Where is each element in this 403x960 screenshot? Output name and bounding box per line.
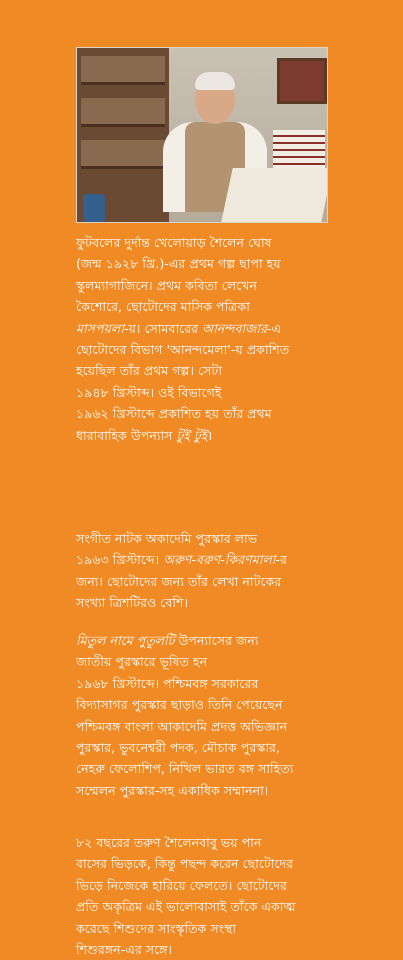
text-run: ফুটবলের দুর্দান্ত খেলোয়াড় শৈলেন ঘোষ — [76, 235, 272, 250]
text-run: কৈশোরে, ছোটোদের মাসিক পত্রিকা — [76, 299, 250, 315]
italic-title: আনন্দবাজার — [202, 320, 267, 336]
text-run: ১৯৬২ খ্রিস্টাব্দে প্রকাশিত হয় তাঁর প্রথম — [76, 406, 272, 422]
text-run: ১৯৬৩ খ্রিস্টাব্দে। — [76, 552, 164, 568]
text-line — [76, 318, 289, 339]
paragraph-2 — [76, 528, 287, 614]
text-line — [76, 758, 293, 779]
text-line — [76, 939, 296, 960]
italic-title: মাসপয়লা — [76, 320, 124, 336]
text-run: পশ্চিমবঙ্গ বাংলা আকাদেমি প্রদত্ত অভিজ্ঞান — [76, 718, 288, 734]
text-line — [76, 425, 289, 446]
text-line — [76, 232, 289, 253]
text-line — [76, 253, 289, 274]
text-run: সংখ্যা ত্রিশটিরও বেশি। — [76, 595, 188, 611]
text-run: সংগীত নাটক অকাদেমি পুরস্কার লাভ — [76, 531, 258, 546]
text-line — [76, 528, 287, 549]
text-line — [76, 571, 287, 592]
text-run: উপন্যাসের জন্য — [174, 633, 259, 648]
pen-cup — [83, 194, 105, 222]
text-run: -র — [275, 552, 287, 568]
text-run: পুরস্কার, ভুবনেশ্বরী পদক, মৌচাক পুরস্কার, — [76, 740, 280, 756]
italic-title: মিতুল নামে পুতুলটি — [76, 633, 175, 648]
text-run: স্কুলম্যাগাজিনে। প্রথম কবিতা লেখেন — [76, 277, 258, 293]
wall-frame — [277, 58, 327, 104]
text-line — [76, 716, 293, 737]
text-line — [76, 339, 289, 360]
text-line — [76, 694, 293, 715]
text-run: ধারাবাহিক উপন্যাস — [76, 427, 177, 443]
text-line — [76, 651, 293, 672]
text-run: জাতীয় পুরস্কারে ভূষিত হন — [76, 654, 208, 670]
text-run: নেহরু ফেলোশিপ, নিখিল ভারত বঙ্গ সাহিত্য — [76, 761, 294, 777]
italic-title: অরুণ-বরুণ-কিরণমালা — [163, 552, 276, 568]
text-run: শিশুরঙ্গন-এর সঙ্গে। — [76, 942, 172, 958]
text-run: ১৯৪৮ খ্রিস্টাব্দ। ওই বিভাগেই — [76, 384, 222, 400]
text-line — [76, 592, 287, 613]
text-run: -য়। সোমবারের — [123, 320, 203, 336]
paragraph-3 — [76, 630, 293, 801]
italic-title: টুই টুই — [176, 427, 208, 443]
text-run: (জন্ম ১৯২৮ খ্রি.)-এর প্রথম গল্প ছাপা হয় — [76, 256, 281, 272]
text-line — [76, 296, 289, 317]
text-run: জন্য। ছোটোদের জন্য তাঁর লেখা নাটকের — [76, 573, 282, 589]
text-run: ছোটোদের বিভাগ 'আনন্দমেলা'-য় প্রকাশিত — [76, 342, 290, 358]
text-run: করেছে শিশুদের সাংস্কৃতিক সংস্থা — [76, 920, 237, 936]
paragraph-1 — [76, 232, 289, 446]
text-line — [76, 875, 296, 896]
text-line — [76, 918, 296, 939]
text-line — [76, 832, 296, 853]
text-line — [76, 549, 287, 570]
person-hair — [195, 72, 235, 90]
text-line — [76, 780, 293, 801]
text-line — [76, 673, 293, 694]
text-line — [76, 275, 289, 296]
text-run: । — [207, 427, 213, 443]
text-line — [76, 853, 296, 874]
text-run: সম্মেলন পুরস্কার-সহ একাধিক সম্মাননা। — [76, 782, 269, 798]
desk-papers — [221, 168, 328, 222]
text-line — [76, 896, 296, 917]
text-run: ভিড়ে নিজেকে হারিয়ে ফেলতে। ছোটোদের — [76, 877, 287, 893]
paragraph-4 — [76, 832, 296, 960]
text-line — [76, 737, 293, 758]
text-line — [76, 360, 289, 381]
text-line — [76, 630, 293, 651]
text-run: হয়েছিল তাঁর প্রথম গল্প। সেটা — [76, 363, 222, 379]
text-line — [76, 403, 289, 424]
text-line — [76, 382, 289, 403]
text-run: প্রতি অকৃত্রিম এই ভালোবাসাই তাঁকে একাত্ম — [76, 899, 296, 915]
text-run: বাসের ভিড়কে, কিন্তু পছন্দ করেন ছোটোদের — [76, 856, 294, 872]
text-run: -এ — [266, 320, 282, 336]
text-run: ১৯৬৮ খ্রিস্টাব্দে। পশ্চিমবঙ্গ সরকারের — [76, 675, 259, 691]
text-run: ৮২ বছরের তরুণ শৈলেনবাবু ভয় পান — [76, 835, 262, 850]
text-run: বিদ্যাসাগর পুরস্কার ছাড়াও তিনি পেয়েছেন — [76, 697, 283, 713]
author-photo — [76, 47, 328, 223]
